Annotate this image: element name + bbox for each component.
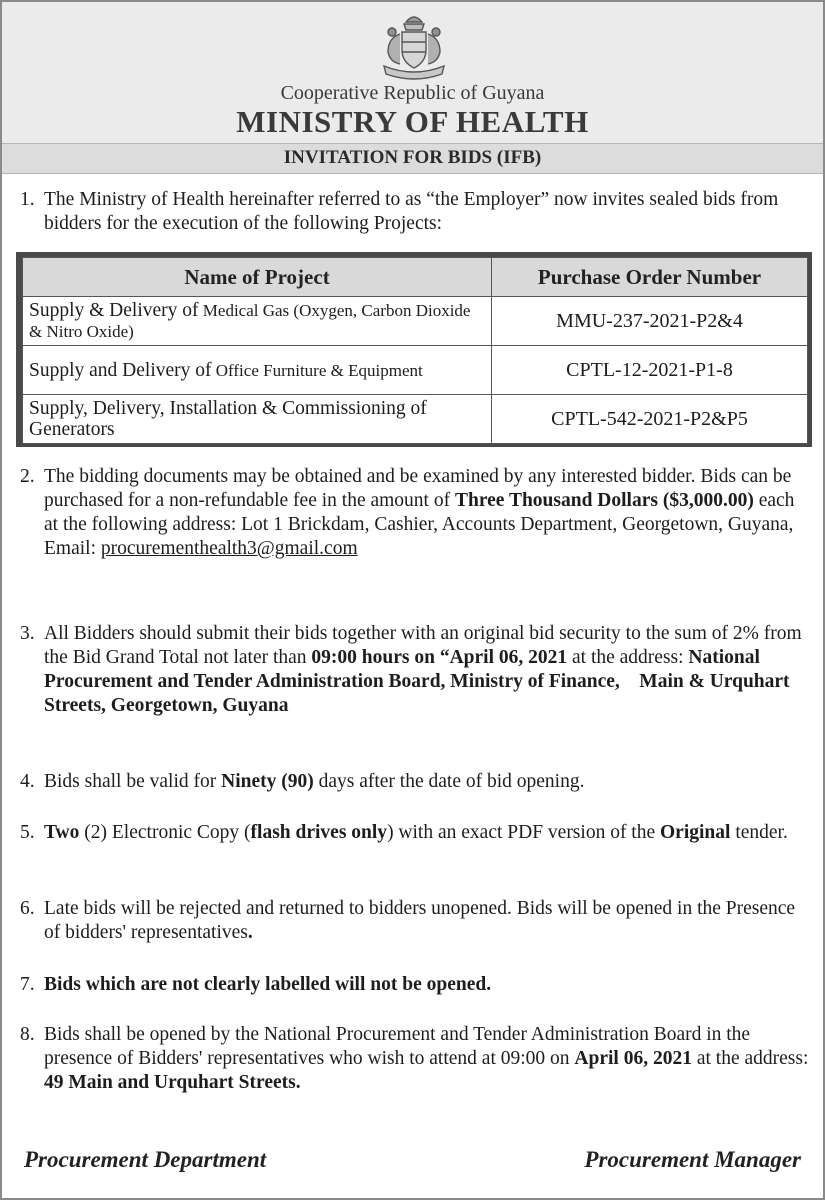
paragraph-8	[20, 1023, 810, 1095]
purchase-order-number: CPTL-542-2021-P2&P5	[492, 395, 808, 444]
table-row	[23, 297, 808, 346]
project-name	[23, 297, 492, 346]
fee-amount: Three Thousand Dollars ($3,000.00)	[454, 490, 754, 511]
column-header-project: Name of Project	[23, 258, 492, 297]
text-run: Bids shall be opened by the National Procurement and Tender Administration Board in the presence of Bidders' representatives who wish to attend at 09:00 on	[44, 1024, 751, 1069]
paragraph-2	[20, 465, 810, 561]
purchase-order-number: MMU-237-2021-P2&4	[492, 297, 808, 346]
project-name-main: Supply, Delivery, Installation & Commissioning of Generators	[29, 398, 427, 440]
deadline: 09:00 hours on “April 06, 2021	[311, 647, 568, 668]
project-name-main: Supply & Delivery of	[29, 300, 199, 321]
paragraph-3	[20, 622, 810, 718]
text-run: each at the following address: Lot 1 Brickdam, Cashier, Accounts Department, Georgetown, Guyana,	[44, 490, 795, 535]
original-label: Original	[660, 822, 731, 843]
text-run: (2) Electronic Copy (	[79, 822, 251, 843]
project-name-detail: Office Furniture & Equipment	[211, 360, 423, 380]
text-run: tender.	[730, 822, 788, 843]
paragraph-number: 2.	[20, 466, 35, 487]
paragraph-text	[20, 622, 810, 718]
opening-date: April 06, 2021	[574, 1048, 692, 1069]
table-row	[23, 395, 808, 444]
paragraph-1	[20, 188, 810, 236]
paragraph-6	[20, 897, 810, 945]
paragraph-number: 8.	[20, 1024, 35, 1045]
table-header-row	[23, 258, 808, 297]
projects-table-frame	[16, 252, 812, 447]
projects-table	[22, 257, 808, 444]
signature-manager: Procurement Manager	[584, 1147, 801, 1172]
paragraph-7	[20, 973, 810, 997]
flash-drives: flash drives only	[250, 822, 388, 843]
paragraph-number: 5.	[20, 822, 35, 843]
paragraph-text	[20, 465, 810, 561]
text-run: The bidding documents may be obtained and be examined by any interested bidder. Bids can be purchased for a non-refundable fee in the amount of	[44, 466, 792, 511]
project-name-detail: Medical Gas (Oxygen, Carbon Dioxide & Nitro Oxide)	[29, 301, 471, 341]
project-name	[23, 346, 492, 395]
validity-period: Ninety (90)	[221, 771, 314, 792]
paragraph-number: 1.	[20, 189, 35, 210]
text-run: ) with an exact PDF version of the	[387, 822, 661, 843]
text-run-bold: .	[247, 922, 253, 943]
paragraph-5	[20, 821, 810, 845]
purchase-order-number: CPTL-12-2021-P1-8	[492, 346, 808, 395]
notice-title: INVITATION FOR BIDS (IFB)	[2, 143, 823, 174]
text-run: at the address:	[567, 647, 689, 668]
paragraph-text: The Ministry of Health hereinafter referred to as “the Employer” now invites sealed bids from bidders for the execution of the following Projects:	[44, 189, 779, 234]
ministry-name: MINISTRY OF HEALTH	[236, 104, 589, 139]
text-run: All Bidders should submit their bids together with an original bid security to the sum of 2% from the Bid Grand Total not later than	[44, 623, 802, 668]
paragraph-number: 7.	[20, 974, 35, 995]
coat-of-arms-icon	[374, 8, 454, 80]
paragraph-text	[20, 821, 810, 845]
email-link[interactable]: procurementhealth3@gmail.com	[100, 538, 358, 559]
country-name: Cooperative Republic of Guyana	[280, 82, 545, 104]
labelling-warning: Bids which are not clearly labelled will not be opened.	[44, 974, 492, 995]
paragraph-number: 3.	[20, 623, 35, 644]
text-run: Late bids will be rejected and returned to bidders unopened. Bids will be opened in the Presence of bidders' representatives	[44, 898, 796, 943]
text-run: Bids shall be valid for	[44, 771, 222, 792]
project-name-main: Supply and Delivery of	[29, 359, 212, 381]
project-name	[23, 395, 492, 444]
signature-department: Procurement Department	[24, 1147, 267, 1172]
text-run: at the address:	[691, 1048, 809, 1069]
paragraph-number: 6.	[20, 898, 35, 919]
paragraph-4	[20, 770, 810, 794]
table-row	[23, 346, 808, 395]
email-label: Email:	[44, 538, 101, 559]
copy-count: Two	[44, 822, 80, 843]
paragraph-number: 4.	[20, 771, 35, 792]
paragraph-text	[20, 1023, 810, 1095]
paragraph-text	[20, 973, 810, 997]
paragraph-text	[20, 770, 810, 794]
opening-address: 49 Main and Urquhart Streets.	[44, 1072, 301, 1093]
column-header-po: Purchase Order Number	[492, 258, 808, 297]
submission-address: National Procurement and Tender Administration Board, Ministry of Finance, Main & Urquhart Streets, Georgetown, Guyana	[44, 647, 795, 716]
text-run: days after the date of bid opening.	[313, 771, 585, 792]
paragraph-text	[20, 897, 810, 945]
